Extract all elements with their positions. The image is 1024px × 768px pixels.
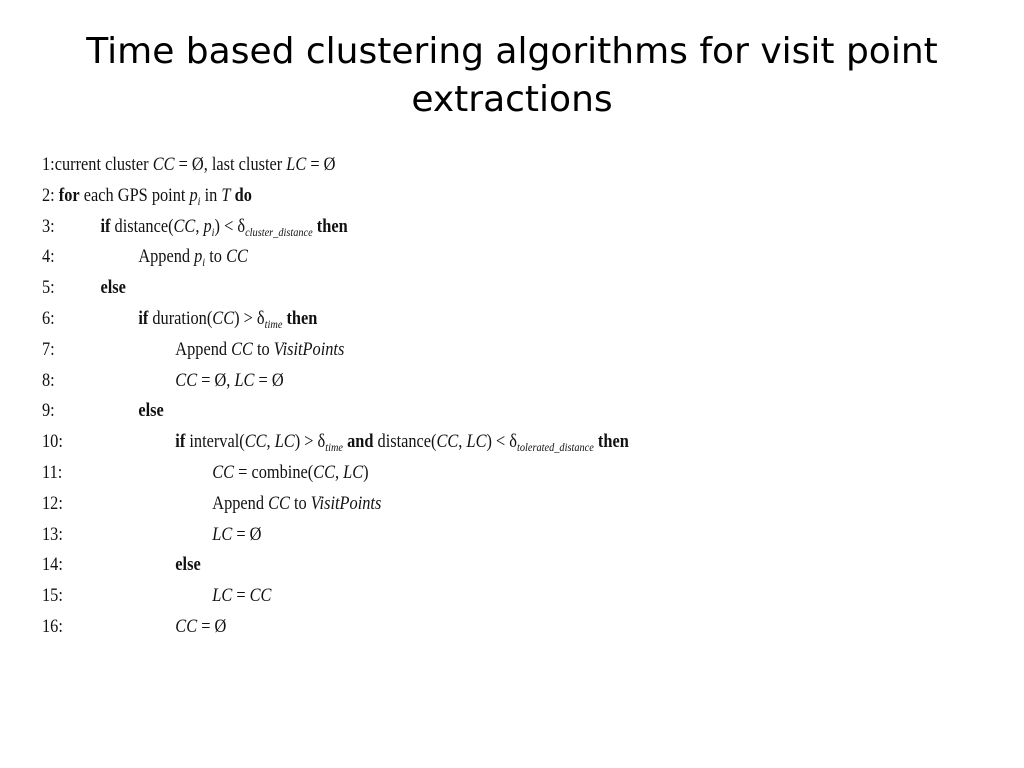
- code-keyword: do: [230, 184, 252, 206]
- code-subscript: time: [264, 316, 283, 331]
- line-number: 12:: [42, 492, 63, 514]
- code-subscript: i: [202, 255, 206, 270]
- line-code: [100, 212, 347, 243]
- code-variable: CC: [226, 246, 248, 268]
- line-code: [212, 489, 381, 520]
- code-text: ,: [334, 461, 344, 483]
- code-keyword: then: [593, 431, 629, 453]
- code-text: each GPS point: [79, 184, 190, 206]
- algorithm-line-15: [42, 581, 644, 612]
- line-code: [212, 581, 271, 612]
- code-text: ): [363, 461, 369, 483]
- code-text: = Ø: [197, 615, 227, 637]
- line-number: 7:: [42, 338, 55, 360]
- line-number: 3:: [42, 215, 55, 237]
- code-subscript: i: [197, 193, 201, 208]
- code-variable: CC: [175, 615, 198, 637]
- code-variable: p: [203, 215, 212, 237]
- algorithm-line-7: [42, 335, 644, 366]
- code-variable: LC: [234, 369, 255, 391]
- line-code: [175, 550, 200, 581]
- algorithm-line-6: [42, 304, 644, 335]
- code-variable: VisitPoints: [273, 338, 345, 360]
- code-keyword: else: [175, 554, 201, 576]
- code-text: = Ø: [306, 154, 336, 175]
- code-subscript: cluster_distance: [245, 224, 313, 239]
- code-keyword: then: [282, 307, 318, 329]
- code-subscript: i: [211, 224, 215, 239]
- line-number: 2:: [42, 184, 55, 206]
- line-number: 5:: [42, 277, 55, 299]
- code-text: ) > δ: [234, 307, 265, 329]
- code-text: distance(: [373, 431, 437, 453]
- code-keyword: if: [100, 215, 111, 237]
- algorithm-line-11: [42, 458, 644, 489]
- code-text: Append: [138, 246, 195, 268]
- line-code: [212, 458, 368, 489]
- line-code: [42, 181, 252, 212]
- line-number: 15:: [42, 585, 63, 607]
- algorithm-line-16: [42, 612, 644, 643]
- code-variable: CC: [173, 215, 196, 237]
- line-code: [175, 612, 226, 643]
- code-text: ) < δ: [486, 431, 518, 453]
- line-number: 8:: [42, 369, 55, 391]
- slide-title: Time based clustering algorithms for visit point extractions: [86, 31, 938, 120]
- line-code: [138, 242, 248, 273]
- code-keyword: if: [175, 431, 186, 453]
- line-code: [138, 304, 317, 335]
- code-variable: CC: [268, 492, 290, 514]
- line-code: [175, 335, 344, 366]
- line-code: [100, 273, 125, 304]
- code-variable: LC: [212, 523, 233, 545]
- code-text: in: [200, 184, 222, 206]
- code-text: distance(: [110, 215, 174, 237]
- code-text: interval(: [185, 431, 245, 453]
- code-text: Append: [212, 492, 269, 514]
- line-number: 6:: [42, 307, 55, 329]
- code-text: to: [252, 338, 274, 360]
- code-text: = Ø: [232, 523, 262, 545]
- line-number: 4:: [42, 246, 55, 268]
- code-text: = combine(: [234, 461, 314, 483]
- algorithm-line-3: [42, 212, 644, 243]
- line-code: [42, 150, 335, 181]
- line-number: 13:: [42, 523, 63, 545]
- code-variable: LC: [212, 585, 233, 607]
- code-keyword: else: [100, 277, 126, 299]
- line-number: 10:: [42, 431, 63, 453]
- code-variable: VisitPoints: [310, 492, 382, 514]
- line-number: 1:: [42, 154, 55, 175]
- code-text: ) < δ: [214, 215, 246, 237]
- code-keyword: for: [58, 184, 80, 206]
- code-text: duration(: [148, 307, 213, 329]
- code-text: to: [205, 246, 227, 268]
- code-text: =: [232, 585, 250, 607]
- line-code: [175, 427, 628, 458]
- algorithm-line-2: [42, 181, 644, 212]
- code-variable: LC: [274, 431, 295, 453]
- code-variable: CC: [436, 431, 459, 453]
- code-keyword: and: [343, 431, 374, 453]
- code-text: Append: [175, 338, 232, 360]
- algorithm-line-1: [42, 150, 644, 181]
- algorithm-line-9: [42, 396, 644, 427]
- algorithm-line-14: [42, 550, 644, 581]
- code-text: ) > δ: [294, 431, 326, 453]
- code-variable: p: [189, 184, 198, 206]
- line-number: 16:: [42, 615, 63, 637]
- code-variable: CC: [244, 431, 267, 453]
- line-number: 11:: [42, 461, 63, 483]
- algorithm-line-12: [42, 489, 644, 520]
- code-variable: CC: [313, 461, 335, 483]
- code-subscript: tolerated_distance: [517, 440, 594, 455]
- code-text: ,: [458, 431, 467, 453]
- code-text: = Ø,: [197, 369, 235, 391]
- code-keyword: else: [138, 400, 164, 422]
- code-variable: CC: [231, 338, 253, 360]
- code-variable: T: [221, 184, 231, 206]
- line-number: 14:: [42, 554, 63, 576]
- code-variable: CC: [212, 461, 235, 483]
- algorithm-line-4: [42, 242, 644, 273]
- code-text: = Ø: [254, 369, 284, 391]
- code-variable: CC: [212, 307, 235, 329]
- code-keyword: then: [312, 215, 348, 237]
- code-variable: CC: [175, 369, 198, 391]
- line-code: [175, 366, 283, 397]
- line-code: [138, 396, 163, 427]
- code-text: to: [289, 492, 311, 514]
- code-variable: LC: [466, 431, 487, 453]
- algorithm-listing: [42, 150, 644, 643]
- code-subscript: time: [325, 440, 343, 455]
- code-text: = Ø, last cluster: [174, 154, 287, 175]
- algorithm-line-5: [42, 273, 644, 304]
- code-keyword: if: [138, 307, 149, 329]
- code-variable: LC: [286, 154, 307, 175]
- code-variable: p: [194, 246, 203, 268]
- algorithm-line-8: [42, 366, 644, 397]
- code-text: ,: [266, 431, 275, 453]
- code-variable: CC: [152, 154, 175, 175]
- code-text: ,: [195, 215, 204, 237]
- code-variable: CC: [249, 585, 272, 607]
- code-text: current cluster: [54, 154, 153, 175]
- algorithm-line-10: [42, 427, 644, 458]
- line-code: [212, 520, 261, 551]
- code-variable: LC: [343, 461, 364, 483]
- algorithm-line-13: [42, 520, 644, 551]
- line-number: 9:: [42, 400, 55, 422]
